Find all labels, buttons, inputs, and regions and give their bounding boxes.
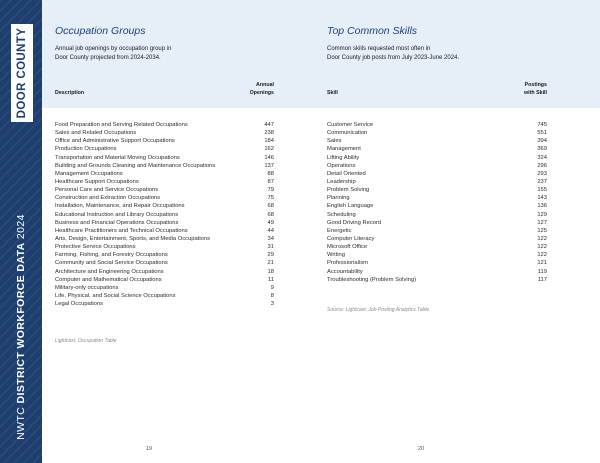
skill-row-label: Communication: [327, 130, 368, 137]
skills-col-skill: Skill: [327, 90, 338, 96]
skills-col-postings-line1: Postings: [524, 82, 547, 88]
occupation-col-openings: [250, 82, 274, 97]
occupation-row-label: Installation, Maintenance, and Repair Occupations: [55, 203, 185, 210]
skill-row-value: 237: [537, 178, 547, 185]
sidebar: [0, 0, 42, 463]
occupation-source: Lightcast, Occupation Table: [55, 338, 117, 344]
skill-row: [327, 137, 547, 145]
occupation-row-value: 21: [267, 260, 274, 267]
skill-row-value: 119: [537, 268, 547, 275]
occupation-row-value: 68: [267, 211, 274, 218]
skill-row: [327, 259, 547, 267]
skill-row-value: 122: [537, 252, 547, 259]
occupation-row-label: Arts, Design, Entertainment, Sports, and Media Occupations: [55, 235, 210, 242]
skill-row-label: Problem Solving: [327, 187, 370, 194]
occupation-row: [55, 276, 274, 284]
occupation-row-label: Personal Care and Service Occupations: [55, 187, 159, 194]
occupation-row-label: Construction and Extraction Occupations: [55, 195, 161, 202]
occupation-row-label: Legal Occupations: [55, 301, 104, 308]
skill-row-value: 122: [537, 235, 547, 242]
occupation-row-value: 11: [267, 276, 274, 283]
skill-row-value: 296: [537, 162, 547, 169]
skill-row-value: 155: [537, 187, 547, 194]
skill-row-label: Scheduling: [327, 211, 356, 218]
occupation-row: [55, 268, 274, 276]
occupation-row-label: Sales and Related Occupations: [55, 130, 137, 137]
skill-row-label: Good Driving Record: [327, 219, 382, 226]
skill-row: [327, 154, 547, 162]
occupation-row: [55, 186, 274, 194]
skill-row: [327, 145, 547, 153]
occupation-row: [55, 121, 274, 129]
skill-row: [327, 251, 547, 259]
occupation-row: [55, 243, 274, 251]
skills-col-postings-line2: with Skill: [524, 89, 547, 96]
skill-row-label: Leadership: [327, 178, 356, 185]
occupation-row: [55, 202, 274, 210]
occupation-row-label: Computer and Mathematical Occupations: [55, 276, 162, 283]
occupation-row-value: 31: [267, 244, 274, 251]
skills-col-postings: [524, 82, 547, 97]
occupation-row-label: Business and Financial Operations Occupations: [55, 219, 179, 226]
occupation-row-label: Production Occupations: [55, 146, 117, 153]
occupation-row-value: 87: [267, 178, 274, 185]
skill-row: [327, 211, 547, 219]
skill-row: [327, 227, 547, 235]
skill-row-value: 125: [537, 227, 547, 234]
county-tag: [11, 24, 33, 122]
skill-row-value: 293: [537, 170, 547, 177]
occupation-row: [55, 194, 274, 202]
skill-row: [327, 162, 547, 170]
occupation-row-label: Healthcare Practitioners and Technical Occupations: [55, 227, 188, 234]
occupation-row-value: 88: [267, 170, 274, 177]
occupation-row-label: Farming, Fishing, and Forestry Occupations: [55, 252, 168, 259]
skills-source: Source: Lightcast, Job Posting Analytics Table: [327, 307, 430, 313]
occupation-row: [55, 154, 274, 162]
occupation-row: [55, 178, 274, 186]
sidebar-title: [15, 214, 27, 440]
skill-row-label: Planning: [327, 195, 350, 202]
occupation-row-value: 68: [267, 203, 274, 210]
occupation-row-label: Food Preparation and Serving Related Occupations: [55, 122, 188, 128]
occupation-row: [55, 170, 274, 178]
occupation-row-label: Healthcare Support Occupations: [55, 178, 139, 185]
skill-row: [327, 129, 547, 137]
occupation-row-label: Management Occupations: [55, 170, 123, 177]
skill-row-value: 117: [537, 276, 547, 283]
skill-row-value: 324: [537, 154, 547, 161]
skills-subtitle-line1: Common skills requested most often in: [327, 46, 431, 52]
skill-row-label: Computer Literacy: [327, 235, 375, 242]
skill-row: [327, 186, 547, 194]
occupation-row-label: Life, Physical, and Social Science Occupations: [55, 292, 176, 299]
skills-subtitle-line2: Door County job posts from July 2023-June 2024.: [327, 55, 460, 61]
skill-row-label: Detail Oriented: [327, 170, 366, 177]
occupation-row-label: Military-only occupations: [55, 284, 119, 291]
skill-row: [327, 219, 547, 227]
occupation-row-label: Office and Administrative Support Occupations: [55, 138, 175, 145]
skill-row: [327, 194, 547, 202]
sidebar-year: 2024: [15, 214, 27, 240]
occupation-row: [55, 300, 274, 308]
occupation-row-value: 34: [267, 235, 274, 242]
skill-row-label: Lifting Ability: [327, 154, 360, 161]
occupation-row: [55, 227, 274, 235]
sidebar-title-bold: DISTRICT WORKFORCE DATA: [15, 242, 27, 404]
skill-row: [327, 121, 547, 129]
occupation-subtitle-line1: Annual job openings by occupation group in: [55, 46, 172, 52]
skill-row-label: Operations: [327, 162, 356, 169]
skill-row-value: 394: [537, 138, 547, 145]
skill-row-value: 369: [537, 146, 547, 153]
occupation-row-value: 447: [264, 122, 274, 128]
skill-row-value: 136: [537, 203, 547, 210]
occupation-row-value: 162: [264, 146, 274, 153]
skill-row-label: Customer Service: [327, 122, 374, 128]
occupation-row-value: 44: [267, 227, 274, 234]
occupation-table: [55, 121, 274, 308]
skill-row-value: 551: [537, 130, 547, 137]
occupation-row: [55, 259, 274, 267]
occupation-col-openings-line1: Annual: [256, 82, 274, 88]
skill-row: [327, 268, 547, 276]
skill-row-label: Professionalism: [327, 260, 368, 267]
skill-row-value: 745: [537, 122, 547, 128]
occupation-subtitle-line2: Door County projected from 2024-2034.: [55, 55, 161, 61]
occupation-row: [55, 137, 274, 145]
occupation-row-value: 146: [264, 154, 274, 161]
occupation-row: [55, 211, 274, 219]
occupation-row: [55, 129, 274, 137]
skill-row: [327, 276, 547, 284]
occupation-row-value: 49: [267, 219, 274, 226]
occupation-row: [55, 145, 274, 153]
occupation-row-label: Protective Service Occupations: [55, 244, 136, 251]
occupation-row-value: 137: [264, 162, 274, 169]
skill-row-value: 127: [537, 219, 547, 226]
skill-row-value: 143: [537, 195, 547, 202]
skills-table: [327, 121, 547, 284]
occupation-row: [55, 292, 274, 300]
skill-row-label: Microsoft Office: [327, 244, 368, 251]
skills-title: Top Common Skills: [327, 25, 418, 37]
occupation-row-value: 8: [270, 292, 274, 299]
skill-row-label: Sales: [327, 138, 342, 145]
skill-row: [327, 235, 547, 243]
skill-row-label: Management: [327, 146, 361, 153]
occupation-row-value: 75: [267, 195, 274, 202]
occupation-row-value: 184: [264, 138, 274, 145]
skill-row-label: Writing: [327, 252, 345, 259]
occupation-row-value: 79: [267, 187, 274, 194]
occupation-row: [55, 235, 274, 243]
skills-subtitle: [327, 45, 547, 63]
occupation-row: [55, 251, 274, 259]
sidebar-org: NWTC: [15, 406, 27, 440]
skill-row-label: Accountability: [327, 268, 363, 275]
occupation-col-description: Description: [55, 90, 85, 96]
skill-row-label: Energetic: [327, 227, 352, 234]
skill-row-value: 122: [537, 244, 547, 251]
page-number-left: 19: [146, 446, 153, 452]
county-label: DOOR COUNTY: [16, 27, 28, 119]
occupation-row-label: Architecture and Engineering Occupations: [55, 268, 164, 275]
skill-row: [327, 202, 547, 210]
occupation-row: [55, 162, 274, 170]
occupation-row-value: 238: [264, 130, 274, 137]
occupation-row-label: Transportation and Material Moving Occupations: [55, 154, 180, 161]
skill-row-value: 129: [537, 211, 547, 218]
occupation-row-label: Building and Grounds Cleaning and Maintenance Occupations: [55, 162, 216, 169]
skill-row: [327, 243, 547, 251]
occupation-col-openings-line2: Openings: [249, 89, 274, 96]
skill-row: [327, 170, 547, 178]
occupation-subtitle: [55, 45, 274, 63]
occupation-row-label: Community and Social Service Occupations: [55, 260, 168, 267]
skill-row-label: English Language: [327, 203, 374, 210]
skill-row-value: 121: [537, 260, 547, 267]
occupation-row-value: 18: [267, 268, 274, 275]
skill-row: [327, 178, 547, 186]
occupation-row-value: 3: [270, 301, 274, 308]
occupation-row-value: 9: [270, 284, 274, 291]
occupation-row-value: 29: [267, 252, 274, 259]
skill-row-label: Troubleshooting (Problem Solving): [327, 276, 417, 283]
occupation-title: Occupation Groups: [55, 25, 146, 37]
occupation-row: [55, 284, 274, 292]
occupation-row: [55, 219, 274, 227]
occupation-row-label: Educational Instruction and Library Occupations: [55, 211, 179, 218]
page-number-right: 20: [418, 446, 425, 452]
